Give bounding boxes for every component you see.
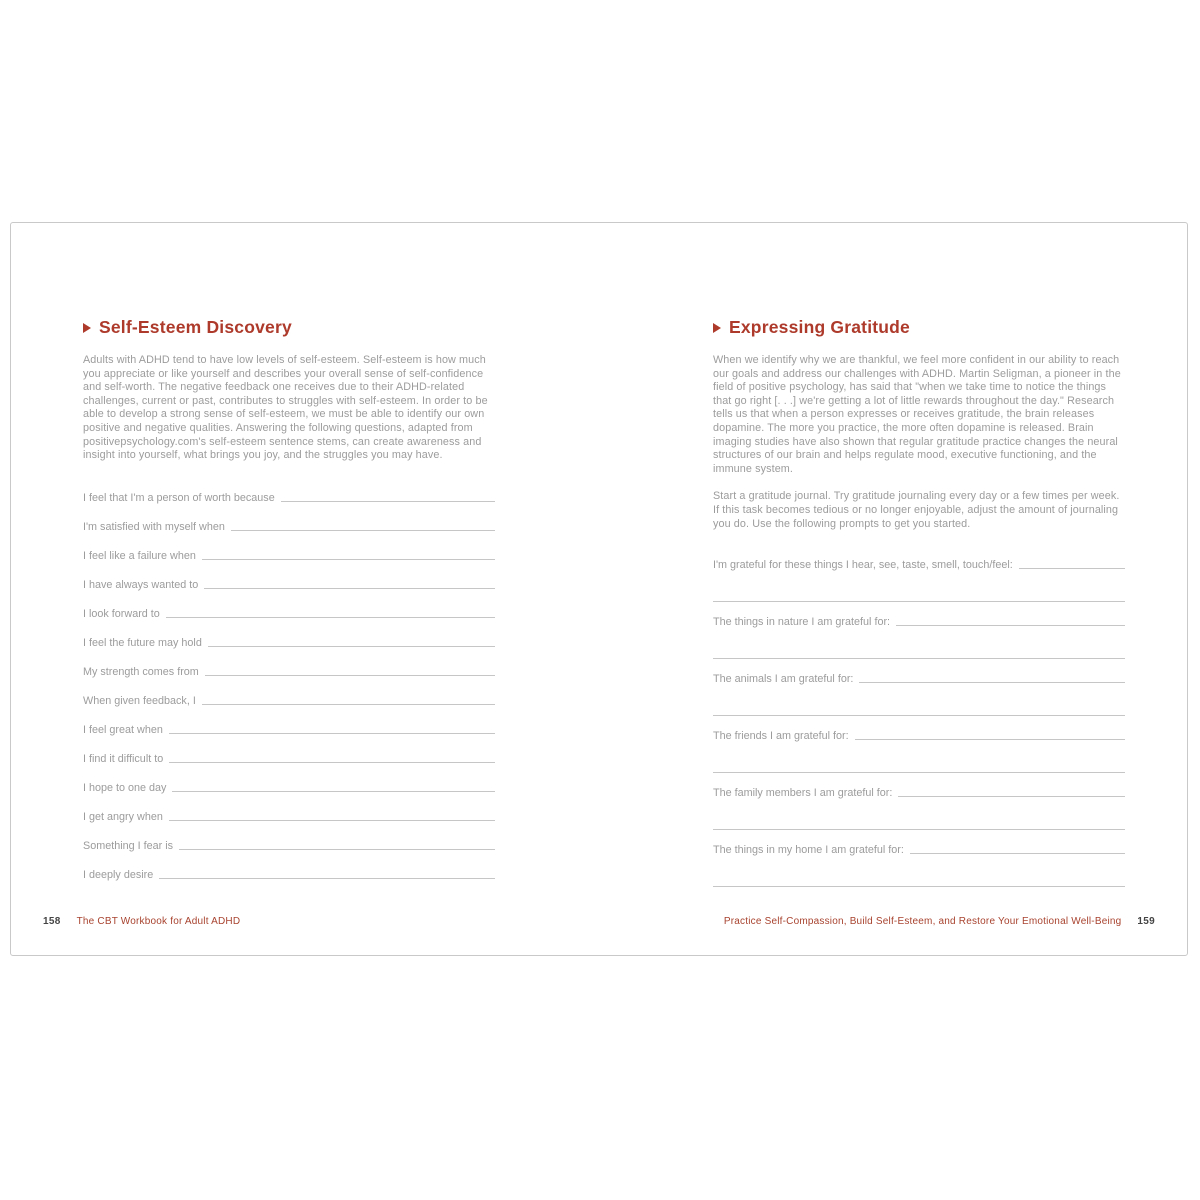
book-spread xyxy=(10,222,1188,956)
prompt-label: My strength comes from xyxy=(83,665,199,678)
book-subtitle: Practice Self-Compassion, Build Self-Esteem, and Restore Your Emotional Well-Being xyxy=(723,916,1122,927)
prompt-row xyxy=(83,621,495,650)
prompt-row xyxy=(83,505,495,534)
prompt-label: I hope to one day xyxy=(83,781,167,794)
prompt-row xyxy=(83,476,495,505)
prompt-row xyxy=(83,534,495,563)
right-second-paragraph: Start a gratitude journal. Try gratitude journaling every day or a few times per week. If this task becomes tedious or no longer enjoyable, adjust the amount of journaling you do. Use the following prompts to get you started. xyxy=(713,490,1120,530)
prompt-row xyxy=(83,563,495,592)
prompt-row xyxy=(83,824,495,853)
prompt-label: I look forward to xyxy=(83,607,160,620)
answer-line xyxy=(281,501,495,502)
answer-line xyxy=(859,682,1125,683)
prompt-group xyxy=(713,842,1125,887)
prompt-label: The things in my home I am grateful for: xyxy=(713,844,904,857)
answer-line xyxy=(208,646,495,647)
page-number-left: 158 xyxy=(43,916,61,927)
answer-line xyxy=(179,849,495,850)
right-section-heading: Expressing Gratitude xyxy=(729,317,910,337)
prompt-row xyxy=(713,728,1125,743)
arrow-bullet-icon xyxy=(713,323,721,333)
answer-line xyxy=(713,658,1125,659)
prompt-label: I have always wanted to xyxy=(83,578,199,591)
page-right xyxy=(713,317,1125,899)
prompt-label: The friends I am grateful for: xyxy=(713,730,849,743)
prompt-label: I find it difficult to xyxy=(83,752,164,765)
right-heading-row xyxy=(713,317,1125,338)
prompt-row xyxy=(83,766,495,795)
arrow-bullet-icon xyxy=(83,323,91,333)
prompt-group xyxy=(713,671,1125,716)
answer-line xyxy=(231,530,495,531)
prompt-row xyxy=(83,592,495,621)
page-number-right: 159 xyxy=(1137,916,1155,927)
prompt-row xyxy=(713,842,1125,857)
left-intro-paragraph: Adults with ADHD tend to have low levels of self-esteem. Self-esteem is how much you appreciate or like yourself and describes your overall sense of self-confidence and self-worth. The negative feedback one receives due to their ADHD-related challenges, current or past, contributes to struggles with self-esteem. In order to be able to develop a strong sense of self-esteem, we must be able to identify our own positive and negative qualities. Answering the following questions, adapted from positivepsychology.com's self-esteem sentence stems, can create awareness and insight into yourself, what brings you joy, and the struggles you may have. xyxy=(83,354,488,462)
answer-line xyxy=(713,829,1125,830)
answer-line xyxy=(169,820,495,821)
answer-line xyxy=(1019,568,1125,569)
answer-line xyxy=(898,796,1125,797)
prompt-row xyxy=(713,614,1125,629)
prompt-label: The family members I am grateful for: xyxy=(713,787,893,800)
left-section-heading: Self-Esteem Discovery xyxy=(99,317,292,337)
answer-line xyxy=(855,739,1125,740)
prompt-label: I feel the future may hold xyxy=(83,636,202,649)
prompt-label: I feel like a failure when xyxy=(83,549,196,562)
prompt-label: I'm satisfied with myself when xyxy=(83,520,225,533)
answer-line xyxy=(896,625,1125,626)
prompt-label: When given feedback, I xyxy=(83,694,196,707)
prompt-label: The animals I am grateful for: xyxy=(713,673,854,686)
prompt-row xyxy=(83,679,495,708)
answer-line xyxy=(205,675,495,676)
answer-line xyxy=(166,617,495,618)
prompt-label: I feel that I'm a person of worth because xyxy=(83,491,275,504)
answer-line xyxy=(204,588,495,589)
answer-line xyxy=(159,878,495,879)
left-heading-row xyxy=(83,317,495,338)
prompt-label: The things in nature I am grateful for: xyxy=(713,616,891,629)
prompt-label: I get angry when xyxy=(83,810,163,823)
answer-line xyxy=(713,601,1125,602)
prompt-row xyxy=(83,708,495,737)
answer-line xyxy=(713,886,1125,887)
answer-line xyxy=(713,715,1125,716)
answer-line xyxy=(910,853,1125,854)
prompt-row xyxy=(83,853,495,882)
left-prompts xyxy=(83,476,495,882)
right-intro-paragraph: When we identify why we are thankful, we feel more confident in our ability to reach our goals and address our challenges with ADHD. Martin Seligman, a pioneer in the field of positive psychology, has said that "when we take time to notice the things that go right [. . .] we're getting a lot of little rewards throughout the day." Research tells us that when a person expresses or receives gratitude, the brain releases dopamine. The more you practice, the more often dopamine is released. Brain imaging studies have also shown that regular gratitude practice changes the neural structures of our brain and helps regulate mood, executive functioning, and the immune system. xyxy=(713,354,1121,475)
prompt-label: I deeply desire xyxy=(83,868,154,881)
answer-line xyxy=(202,559,495,560)
prompt-row xyxy=(83,650,495,679)
footer-right xyxy=(724,916,1155,927)
prompt-group xyxy=(713,557,1125,602)
prompt-label: I feel great when xyxy=(83,723,163,736)
prompt-group xyxy=(713,614,1125,659)
prompt-label: I'm grateful for these things I hear, see, taste, smell, touch/feel: xyxy=(713,559,1013,572)
prompt-group xyxy=(713,785,1125,830)
prompt-label: Something I fear is xyxy=(83,839,174,852)
answer-line xyxy=(169,762,495,763)
prompt-row xyxy=(713,671,1125,686)
book-title: The CBT Workbook for Adult ADHD xyxy=(76,916,241,927)
prompt-row xyxy=(713,785,1125,800)
footer-left xyxy=(43,916,240,927)
page-left xyxy=(83,317,495,882)
prompt-row xyxy=(83,737,495,766)
prompt-row xyxy=(83,795,495,824)
answer-line xyxy=(172,791,495,792)
prompt-row xyxy=(713,557,1125,572)
answer-line xyxy=(169,733,495,734)
page-footer xyxy=(43,916,1155,927)
prompt-group xyxy=(713,728,1125,773)
right-prompts xyxy=(713,557,1125,887)
answer-line xyxy=(202,704,495,705)
answer-line xyxy=(713,772,1125,773)
